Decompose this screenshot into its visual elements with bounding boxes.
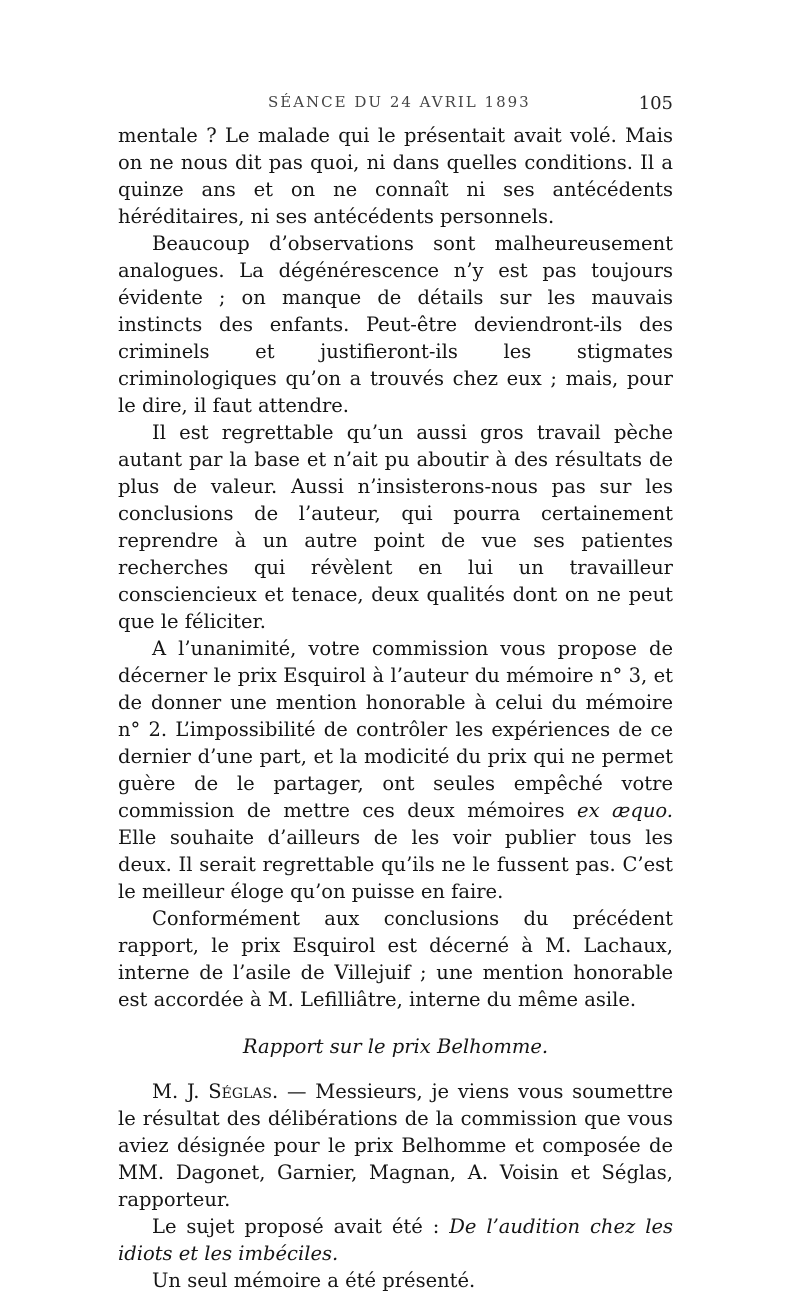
paragraph-4 xyxy=(118,635,673,905)
body-text xyxy=(118,122,673,1294)
paragraph-subject xyxy=(118,1213,673,1267)
paragraph-1: mentale ? Le malade qui le présentait avait volé. Mais on ne nous dit pas quoi, ni dans quelles conditions. Il a quinze ans et on ne connaît ni ses antécédents héréditaires, ni ses antécédents personnels. xyxy=(118,124,673,228)
paragraph-2: Beaucoup d’observations sont malheureusement analogues. La dégénérescence n’y est pas toujours évidente ; on manque de détails sur les mauvais instincts des enfants. Peut-être deviendront-ils des criminels et justifieront-ils les stigmates criminologiques qu’on a trouvés chez eux ; mais, pour le dire, il faut attendre. xyxy=(118,232,673,417)
section-heading: Rapport sur le prix Belhomme. xyxy=(242,1035,549,1058)
page-header xyxy=(118,93,673,117)
subject-intro: Le sujet proposé avait été : xyxy=(152,1215,440,1238)
subject-title: De l’audition chez les idiots et les imbéciles. xyxy=(118,1215,673,1265)
page-number: 105 xyxy=(638,93,673,114)
speech-text: — Messieurs, je viens vous soumettre le résultat des délibérations de la commission que vous aviez désignée pour le prix Belhomme et composée de MM. Dagonet, Garnier, Magnan, A. Voisin et Séglas, rapporteur. xyxy=(118,1080,673,1211)
running-head: SÉANCE DU 24 AVRIL 1893 xyxy=(268,93,531,111)
paragraph-5: Conformément aux conclusions du précédent rapport, le prix Esquirol est décerné à M. Lachaux, interne de l’asile de Villejuif ; une mention honorable est accordée à M. Lefilliâtre, interne du même asile. xyxy=(118,907,673,1011)
speaker-name: M. J. Séglas. xyxy=(152,1080,279,1103)
paragraph-3: Il est regrettable qu’un aussi gros travail pèche autant par la base et n’ait pu aboutir à des résultats de plus de valeur. Aussi n’insisterons-nous pas sur les conclusions de l’auteur, qui pourra certainement reprendre à un autre point de vue ses patientes recherches qui révèlent en lui un travailleur consciencieux et tenace, deux qualités dont on ne peut que le féliciter. xyxy=(118,421,673,633)
paragraph-4-italic: ex æquo. xyxy=(577,799,673,822)
paragraph-last: Un seul mémoire a été présenté. xyxy=(152,1269,476,1292)
paragraph-4-tail: Elle souhaite d’ailleurs de les voir publier tous les deux. Il serait regrettable qu’ils ne le fussent pas. C’est le meilleur éloge qu’on puisse en faire. xyxy=(118,826,673,903)
paragraph-4-text: A l’unanimité, votre commission vous propose de décerner le prix Esquirol à l’auteur du mémoire n° 3, et de donner une mention honorable à celui du mémoire n° 2. L’impossibilité de contrôler les expériences de ce dernier d’une part, et la modicité du prix qui ne permet guère de le partager, ont seules empêché votre commission de mettre ces deux mémoires xyxy=(118,637,673,822)
paragraph-speech xyxy=(118,1078,673,1213)
